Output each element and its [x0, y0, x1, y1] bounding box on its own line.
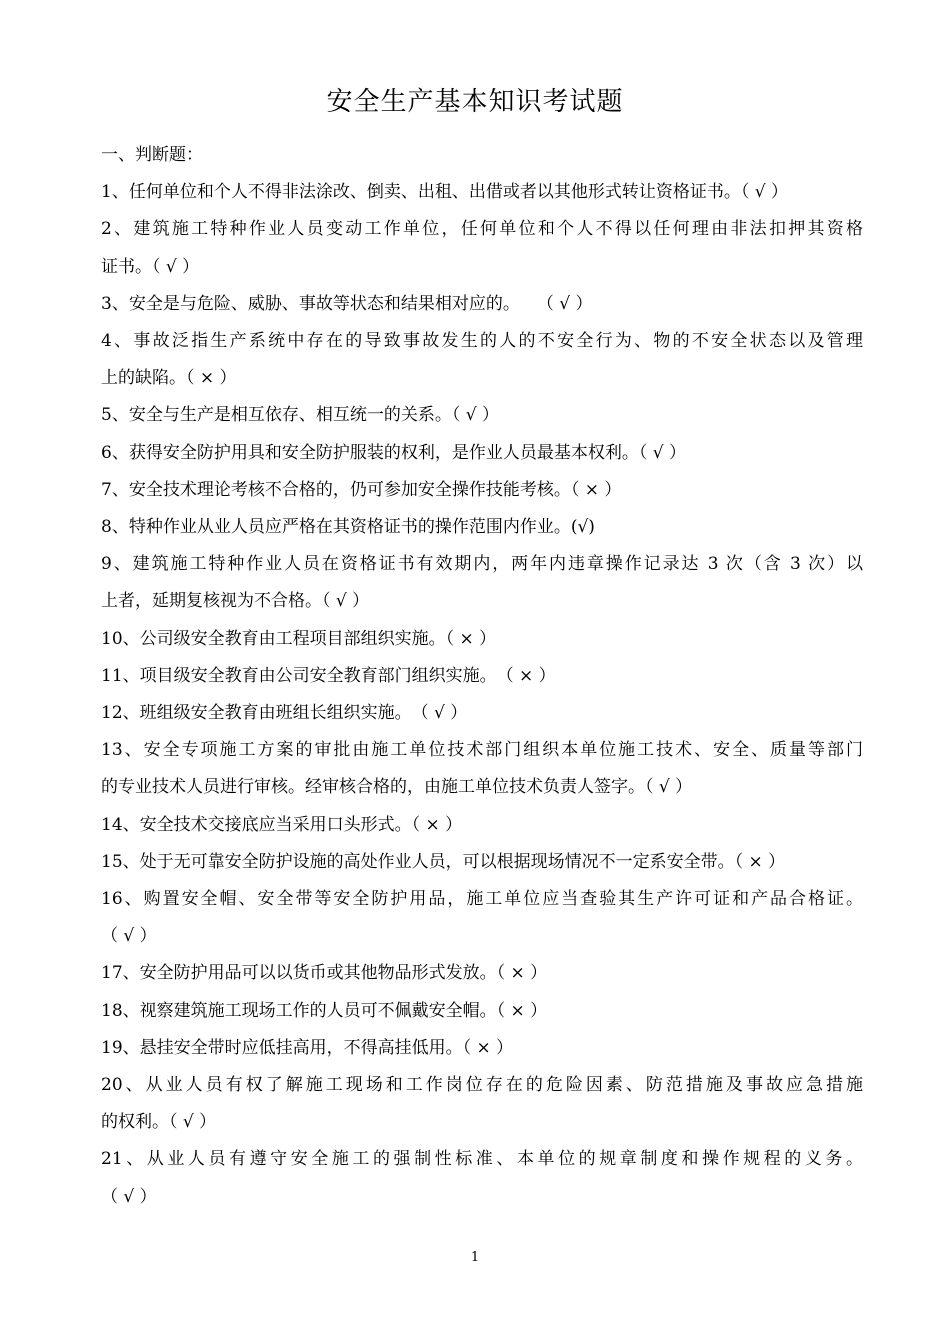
question-line: 12、班组级安全教育由班组长组织实施。 （ √ ）: [101, 703, 468, 724]
question-item: [101, 658, 863, 695]
question-item: [101, 1141, 863, 1215]
question-item: [101, 1030, 863, 1067]
question-item: [101, 955, 863, 992]
question-item: [101, 397, 863, 434]
question-line: 上者，延期复核视为不合格。（ √ ）: [101, 591, 370, 612]
question-item: [101, 546, 863, 620]
question-line: 8、特种作业从业人员应严格在其资格证书的操作范围内作业。(√): [101, 517, 595, 538]
question-item: [101, 472, 863, 509]
question-line: 19、悬挂安全带时应低挂高用，不得高挂低用。（ × ）: [101, 1037, 514, 1058]
question-line: 13、安全专项施工方案的审批由施工单位技术部门组织本单位施工技术、安全、质量等部门: [101, 740, 863, 761]
question-line: 16、购置安全帽、安全带等安全防护用品，施工单位应当查验其生产许可证和产品合格证。: [101, 889, 863, 910]
question-item: [101, 844, 863, 881]
question-line: 的专业技术人员进行审核。经审核合格的，由施工单位技术负责人签字。（ √ ）: [101, 777, 693, 798]
question-line: 10、公司级安全教育由工程项目部组织实施。（ × ）: [101, 628, 497, 649]
question-line: 20、从业人员有权了解施工现场和工作岗位存在的危险因素、防范措施及事故应急措施: [101, 1075, 863, 1096]
question-line: 上的缺陷。（ × ）: [101, 368, 237, 389]
question-line: 1、任何单位和个人不得非法涂改、倒卖、出租、出借或者以其他形式转让资格证书。（ √ ）: [101, 182, 788, 203]
question-list: [101, 137, 863, 1216]
document-title: 安全生产基本知识考试题: [326, 87, 624, 117]
question-item: [101, 621, 863, 658]
question-line: 3、安全是与危险、威胁、事故等状态和结果相对应的。 （ √ ）: [101, 293, 593, 314]
question-line: （ √ ）: [101, 926, 157, 947]
question-item: [101, 211, 863, 285]
question-line: 18、视察建筑施工现场工作的人员可不佩戴安全帽。（ × ）: [101, 1000, 548, 1021]
question-item: [101, 286, 863, 323]
question-line: 21、从业人员有遵守安全施工的强制性标准、本单位的规章制度和操作规程的义务。: [101, 1149, 863, 1170]
question-item: [101, 1067, 863, 1141]
question-line: 7、安全技术理论考核不合格的，仍可参加安全操作技能考核。（ × ）: [101, 479, 622, 500]
question-line: 17、安全防护用品可以以货币或其他物品形式发放。（ × ）: [101, 963, 548, 984]
section-heading: 一、判断题：: [101, 145, 203, 165]
question-line: 4、事故泛指生产系统中存在的导致事故发生的人的不安全行为、物的不安全状态以及管理: [101, 331, 863, 352]
question-item: [101, 732, 863, 806]
question-item: [101, 174, 863, 211]
question-line: 6、获得安全防护用具和安全防护服装的权利，是作业人员最基本权利。（ √ ）: [101, 442, 686, 463]
question-item: [101, 993, 863, 1030]
question-item: [101, 807, 863, 844]
question-item: [101, 323, 863, 397]
question-line: 5、安全与生产是相互依存、相互统一的关系。（ √ ）: [101, 405, 499, 426]
question-item: [101, 435, 863, 472]
question-line: 14、安全技术交接底应当采用口头形式。（ × ）: [101, 814, 463, 835]
question-item: [101, 881, 863, 955]
question-line: 证书。（ √ ）: [101, 256, 200, 277]
items-container: [101, 174, 863, 1216]
question-item: [101, 509, 863, 546]
question-line: 2、建筑施工特种作业人员变动工作单位，任何单位和个人不得以任何理由非法扣押其资格: [101, 219, 863, 240]
question-line: 15、处于无可靠安全防护设施的高处作业人员，可以根据现场情况不一定系安全带。（ × ）: [101, 851, 786, 872]
question-line: 9、建筑施工特种作业人员在资格证书有效期内，两年内违章操作记录达 3 次（含 3 次）以: [101, 554, 863, 575]
page-number: 1: [470, 1250, 480, 1265]
question-line: （ √ ）: [101, 1186, 157, 1207]
question-line: 11、项目级安全教育由公司安全教育部门组织实施。 （ × ）: [101, 665, 556, 686]
question-item: [101, 695, 863, 732]
question-line: 的权利。（ √ ）: [101, 1112, 217, 1133]
